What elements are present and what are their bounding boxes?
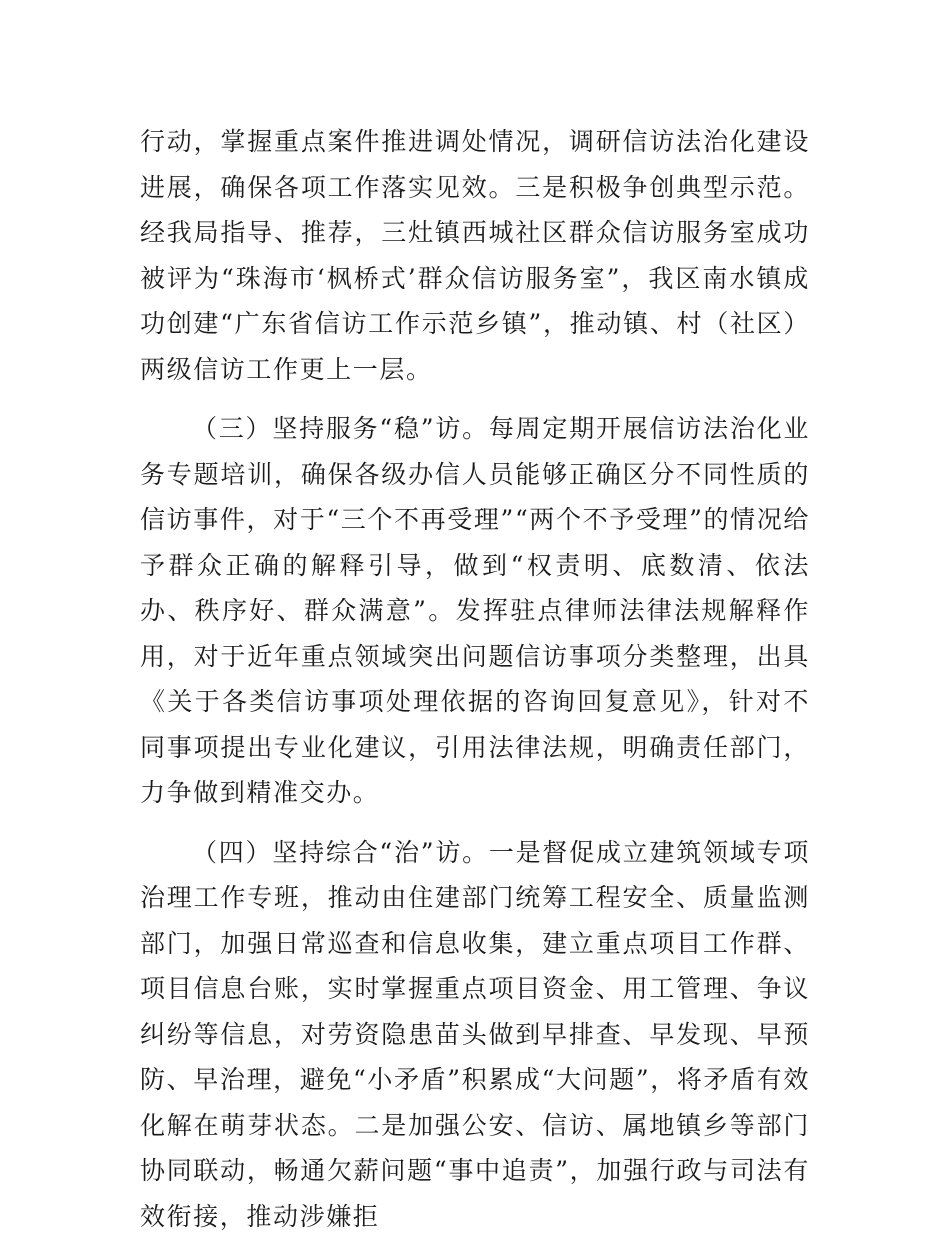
- paragraph-1: 行动，掌握重点案件推进调处情况，调研信访法治化建设进展，确保各项工作落实见效。三是积极争创典型示范。经我局指导、推荐，三灶镇西城社区群众信访服务室成功被评为“珠海市‘枫桥式’群众信访服务室”，我区南水镇成功创建“广东省信访工作示范乡镇”，推动镇、村（社区）两级信访工作更上一层。: [140, 119, 810, 392]
- paragraph-2: （三）坚持服务“稳”访。每周定期开展信访法治化业务专题培训，确保各级办信人员能够正确区分不同性质的信访事件，对于“三个不再受理”“两个不予受理”的情况给予群众正确的解释引导，做到“权责明、底数清、依法办、秩序好、群众满意”。发挥驻点律师法律法规解释作用，对于近年重点领域突出问题信访事项分类整理，出具《关于各类信访事项处理依据的咨询回复意见》，针对不同事项提出专业化建议，引用法律法规，明确责任部门，力争做到精准交办。: [140, 406, 810, 816]
- document-body: [140, 119, 810, 1239]
- paragraph-3: （四）坚持综合“治”访。一是督促成立建筑领域专项治理工作专班，推动由住建部门统筹工程安全、质量监测部门，加强日常巡查和信息收集，建立重点项目工作群、项目信息台账，实时掌握重点项目资金、用工管理、争议纠纷等信息，对劳资隐患苗头做到早排查、早发现、早预防、早治理，避免“小矛盾”积累成“大问题”，将矛盾有效化解在萌芽状态。二是加强公安、信访、属地镇乡等部门协同联动，畅通欠薪问题“事中追责”，加强行政与司法有效衔接，推动涉嫌拒: [140, 830, 810, 1239]
